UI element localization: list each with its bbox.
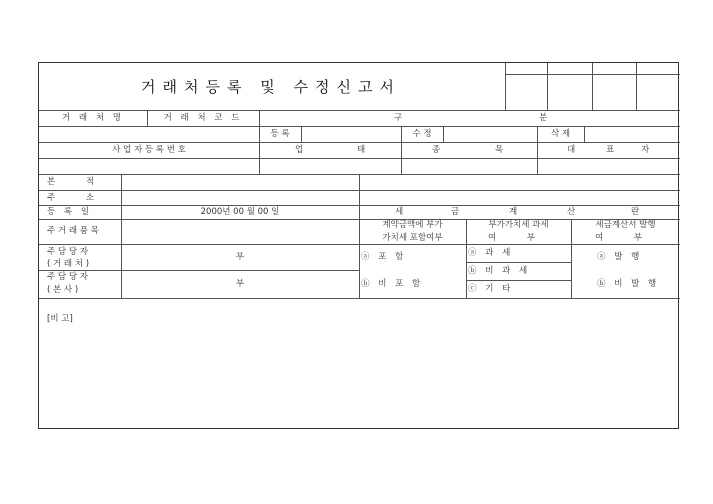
reg-date-label: 등 록 일 xyxy=(47,207,93,217)
col-line xyxy=(301,126,302,142)
representative-ja: 자 xyxy=(641,145,650,155)
row-line xyxy=(39,298,680,299)
tax-header-ran: 란 xyxy=(631,207,640,217)
registration-form xyxy=(38,62,679,429)
option-exclude: ⓑ 비 포 함 xyxy=(361,279,424,289)
col-line xyxy=(443,126,444,142)
business-type-tae: 태 xyxy=(357,145,366,155)
business-item-jong: 종 xyxy=(432,145,441,155)
row-line xyxy=(39,110,680,111)
client-code-label: 거 래 처 코 드 xyxy=(163,113,243,123)
form-title: 거래처등록 및 수정신고서 xyxy=(141,78,401,96)
row-line xyxy=(39,158,680,159)
option-issue: ⓐ 발 행 xyxy=(597,252,643,262)
manager-hq-bu: 부 xyxy=(235,279,245,289)
option-include: ⓐ 포 함 xyxy=(361,252,407,262)
delete-label: 삭 제 xyxy=(550,129,571,139)
invoice-issue-header-2: 여 부 xyxy=(594,233,657,243)
representative-dae: 대 xyxy=(567,145,576,155)
vat-included-header-2: 가치세 포함여부 xyxy=(382,233,443,243)
register-label: 등 록 xyxy=(270,129,290,139)
head-office-label: 본 적 xyxy=(47,177,109,187)
modify-label: 수 정 xyxy=(412,129,432,139)
business-type-up: 업 xyxy=(295,145,304,155)
row-line xyxy=(466,280,571,281)
option-other: ⓒ 기 타 xyxy=(468,284,514,294)
approval-divider xyxy=(505,63,506,110)
invoice-issue-header: 세금계산서 발행 xyxy=(595,220,656,230)
manager-hq-label: 주 담 당 자 xyxy=(47,272,88,282)
reg-date-value: 2000년 00 월 00 일 xyxy=(200,207,280,217)
manager-client-bu: 부 xyxy=(235,252,245,262)
row-line xyxy=(39,270,359,271)
address-label: 주 소 xyxy=(47,193,109,203)
approval-divider xyxy=(636,63,637,110)
business-item-mok: 목 xyxy=(495,145,504,155)
option-nontaxable: ⓑ 비 과 세 xyxy=(468,266,531,276)
tax-header-se: 세 xyxy=(395,207,404,217)
manager-client-sub: ( 거 래 처 ) xyxy=(47,259,90,269)
col-line xyxy=(584,126,585,142)
representative-pyo: 표 xyxy=(606,145,615,155)
approval-divider xyxy=(592,63,593,110)
vat-included-header: 계약금액에 부가 xyxy=(382,220,443,230)
tax-header-geum: 금 xyxy=(451,207,460,217)
row-line xyxy=(39,142,680,143)
category-label-bun: 분 xyxy=(539,113,548,123)
col-line xyxy=(466,219,467,298)
tax-header-san: 산 xyxy=(567,207,576,217)
manager-client-label: 주 담 당 자 xyxy=(47,247,88,257)
approval-divider xyxy=(547,63,548,110)
option-taxable: ⓐ 과 세 xyxy=(468,248,514,258)
client-name-label: 거 래 처 명 xyxy=(62,113,124,123)
option-no-issue: ⓑ 비 발 행 xyxy=(597,279,660,289)
row-line xyxy=(466,262,571,263)
remarks-label: [비 고] xyxy=(47,314,73,324)
approval-divider xyxy=(505,74,680,75)
tax-header-gye: 계 xyxy=(509,207,518,217)
category-label-gu: 구 xyxy=(394,113,403,123)
col-line xyxy=(571,219,572,298)
col-line xyxy=(259,110,260,126)
business-reg-no-label: 사 업 자 등 록 번 호 xyxy=(112,145,186,155)
vat-taxable-header: 부가가치세 과세 xyxy=(488,220,549,230)
vat-taxable-header-2: 여 부 xyxy=(487,233,550,243)
main-item-label: 주 거 래 품 목 xyxy=(47,226,99,236)
manager-hq-sub: ( 본 사 ) xyxy=(47,285,79,295)
